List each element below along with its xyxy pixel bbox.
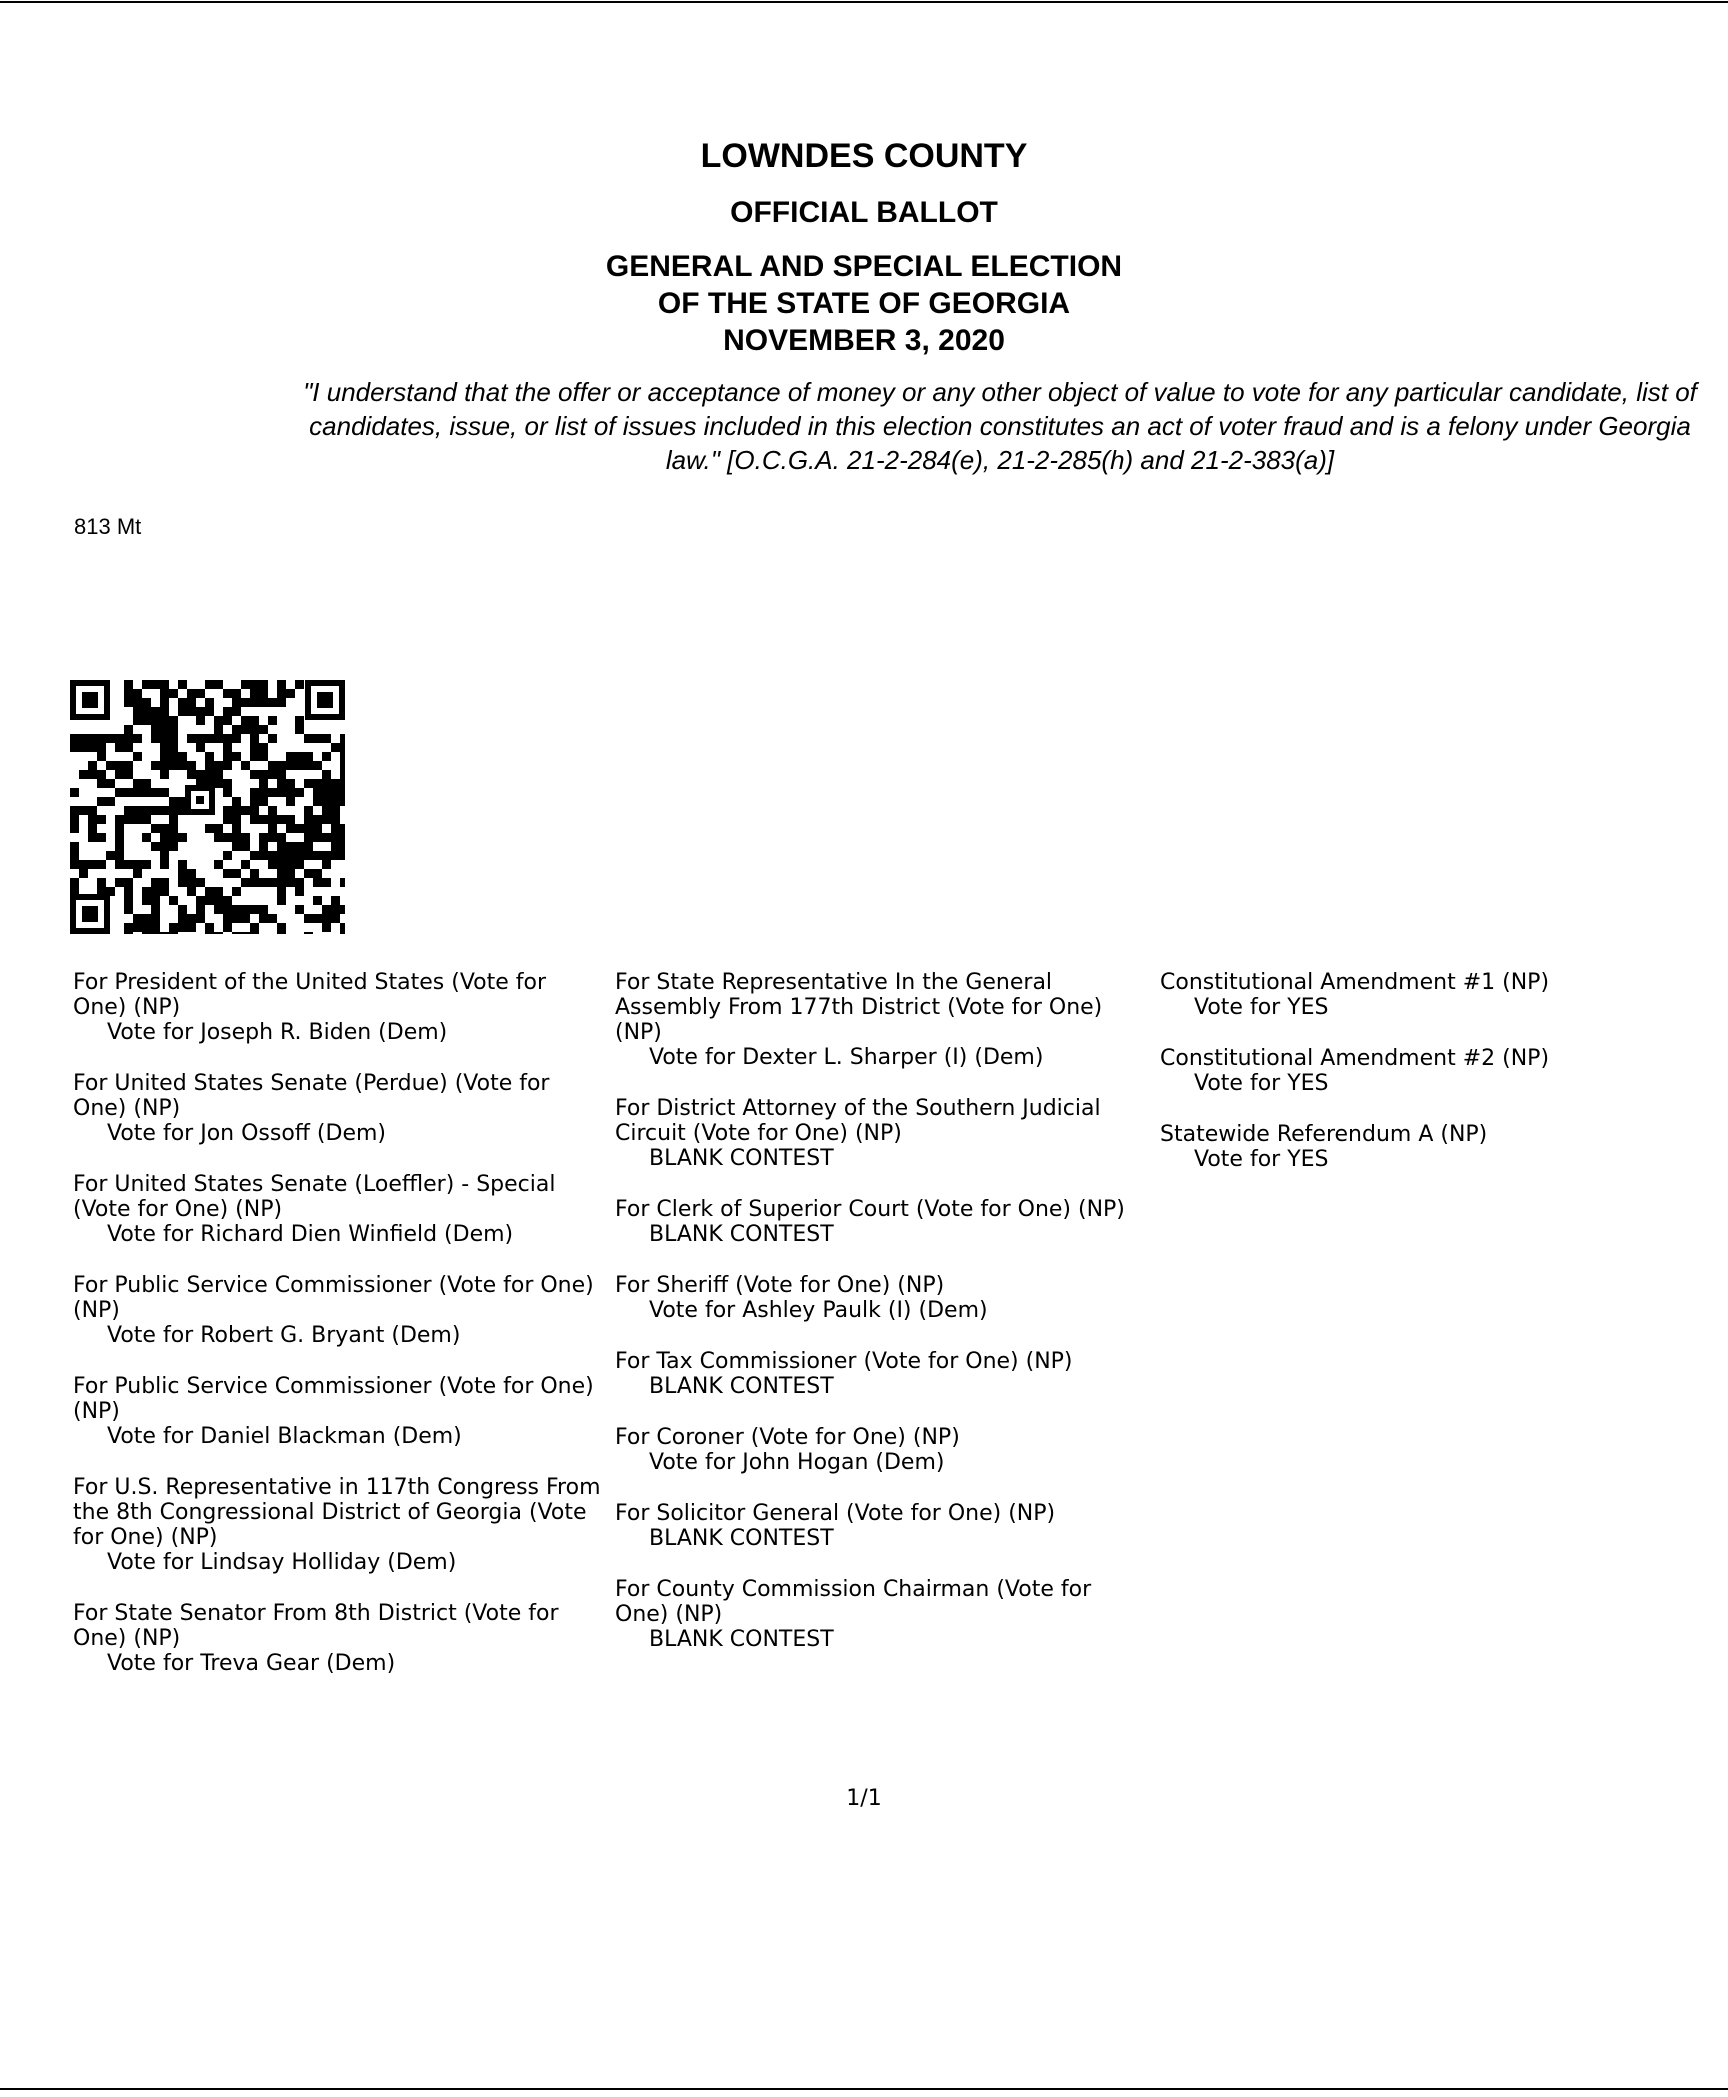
contest-selection: Vote for Ashley Paulk (I) (Dem) xyxy=(649,1298,988,1323)
ballot-header xyxy=(0,128,1728,359)
contest-title: For Clerk of Superior Court (Vote for One) (NP) xyxy=(615,1197,1125,1222)
contest-selection: Vote for YES xyxy=(1194,995,1329,1020)
contest-title: For Coroner (Vote for One) (NP) xyxy=(615,1425,960,1450)
contest-selection: Vote for Robert G. Bryant (Dem) xyxy=(107,1323,461,1348)
contest-title: For County Commission Chairman (Vote for One) (NP) xyxy=(615,1577,1092,1627)
contest-title: Statewide Referendum A (NP) xyxy=(1160,1122,1488,1147)
election-line-2: OF THE STATE OF GEORGIA xyxy=(657,287,1071,320)
contest-selection: Vote for Lindsay Holliday (Dem) xyxy=(107,1550,457,1575)
contest-block xyxy=(615,1197,1145,1247)
contest-selection: Vote for Dexter L. Sharper (I) (Dem) xyxy=(649,1045,1044,1070)
contest-selection: Vote for YES xyxy=(1194,1071,1329,1096)
contest-selection: Vote for Richard Dien Winfield (Dem) xyxy=(107,1222,514,1247)
contest-title: For Tax Commissioner (Vote for One) (NP) xyxy=(615,1349,1073,1374)
contest-selection: Vote for Joseph R. Biden (Dem) xyxy=(107,1020,448,1045)
contest-selection: BLANK CONTEST xyxy=(649,1222,834,1247)
contest-title: For Solicitor General (Vote for One) (NP) xyxy=(615,1501,1056,1526)
contest-block xyxy=(73,1475,603,1575)
ballot-style-id: 813 Mt xyxy=(74,514,142,539)
contest-selection: Vote for Treva Gear (Dem) xyxy=(107,1651,396,1676)
contest-title: For United States Senate (Perdue) (Vote for One) (NP) xyxy=(73,1071,550,1121)
contest-block xyxy=(615,1577,1145,1652)
contest-block xyxy=(615,1349,1145,1399)
contest-block xyxy=(615,970,1145,1070)
contest-selection: Vote for John Hogan (Dem) xyxy=(649,1450,945,1475)
contest-title: Constitutional Amendment #2 (NP) xyxy=(1160,1046,1550,1071)
contest-block xyxy=(1160,1046,1720,1096)
contest-title: For Sheriff (Vote for One) (NP) xyxy=(615,1273,945,1298)
contest-block xyxy=(73,1601,603,1676)
election-title xyxy=(0,248,1728,359)
contest-selection: Vote for YES xyxy=(1194,1147,1329,1172)
contest-title: For District Attorney of the Southern Judicial Circuit (Vote for One) (NP) xyxy=(615,1096,1101,1146)
contest-title: For U.S. Representative in 117th Congress From the 8th Congressional District of Georgia (Vote for One) (NP) xyxy=(73,1475,601,1550)
contest-block xyxy=(615,1501,1145,1551)
voter-fraud-notice: "I understand that the offer or acceptance of money or any other object of value to vote for any particular candidate, list of candidates, issue, or list of issues included in this election constitutes an act of voter fraud and is a felony under Georgia law." [O.C.G.A. 21-2-284(e), 21-2-285(h) and 21-2-383(a)] xyxy=(303,377,1697,475)
contest-block xyxy=(1160,970,1720,1020)
contest-block xyxy=(73,1273,603,1348)
contest-selection: Vote for Jon Ossoff (Dem) xyxy=(107,1121,387,1146)
election-date: NOVEMBER 3, 2020 xyxy=(723,324,1005,357)
contest-title: For President of the United States (Vote for One) (NP) xyxy=(73,970,547,1020)
page-number: 1/1 xyxy=(846,1786,882,1811)
contest-title: For State Representative In the General Assembly From 177th District (Vote for One) (NP) xyxy=(615,970,1103,1045)
contest-selection: BLANK CONTEST xyxy=(649,1146,834,1171)
contest-title: For State Senator From 8th District (Vote for One) (NP) xyxy=(73,1601,559,1651)
contest-selection: BLANK CONTEST xyxy=(649,1526,834,1551)
contest-column-1 xyxy=(73,970,603,1702)
contest-block xyxy=(73,1374,603,1449)
contest-block xyxy=(1160,1122,1720,1172)
contest-column-3 xyxy=(1160,970,1720,1198)
contest-block xyxy=(615,1425,1145,1475)
contest-selection: Vote for Daniel Blackman (Dem) xyxy=(107,1424,462,1449)
contest-title: For Public Service Commissioner (Vote for One) (NP) xyxy=(73,1374,594,1424)
contest-block xyxy=(73,1071,603,1146)
contest-title: Constitutional Amendment #1 (NP) xyxy=(1160,970,1550,995)
ballot-type: OFFICIAL BALLOT xyxy=(730,196,998,229)
contest-block xyxy=(615,1273,1145,1323)
contest-column-2 xyxy=(615,970,1145,1678)
bottom-border-line xyxy=(0,2088,1728,2090)
contest-title: For Public Service Commissioner (Vote for One) (NP) xyxy=(73,1273,594,1323)
contest-block xyxy=(73,1172,603,1247)
contest-block xyxy=(73,970,603,1045)
qr-code-icon xyxy=(70,680,345,934)
contest-selection: BLANK CONTEST xyxy=(649,1627,834,1652)
contest-title: For United States Senate (Loeffler) - Special (Vote for One) (NP) xyxy=(73,1172,556,1222)
county-title: LOWNDES COUNTY xyxy=(700,137,1028,175)
election-line-1: GENERAL AND SPECIAL ELECTION xyxy=(605,250,1123,283)
top-border-line xyxy=(0,1,1728,3)
contest-block xyxy=(615,1096,1145,1171)
contest-selection: BLANK CONTEST xyxy=(649,1374,834,1399)
